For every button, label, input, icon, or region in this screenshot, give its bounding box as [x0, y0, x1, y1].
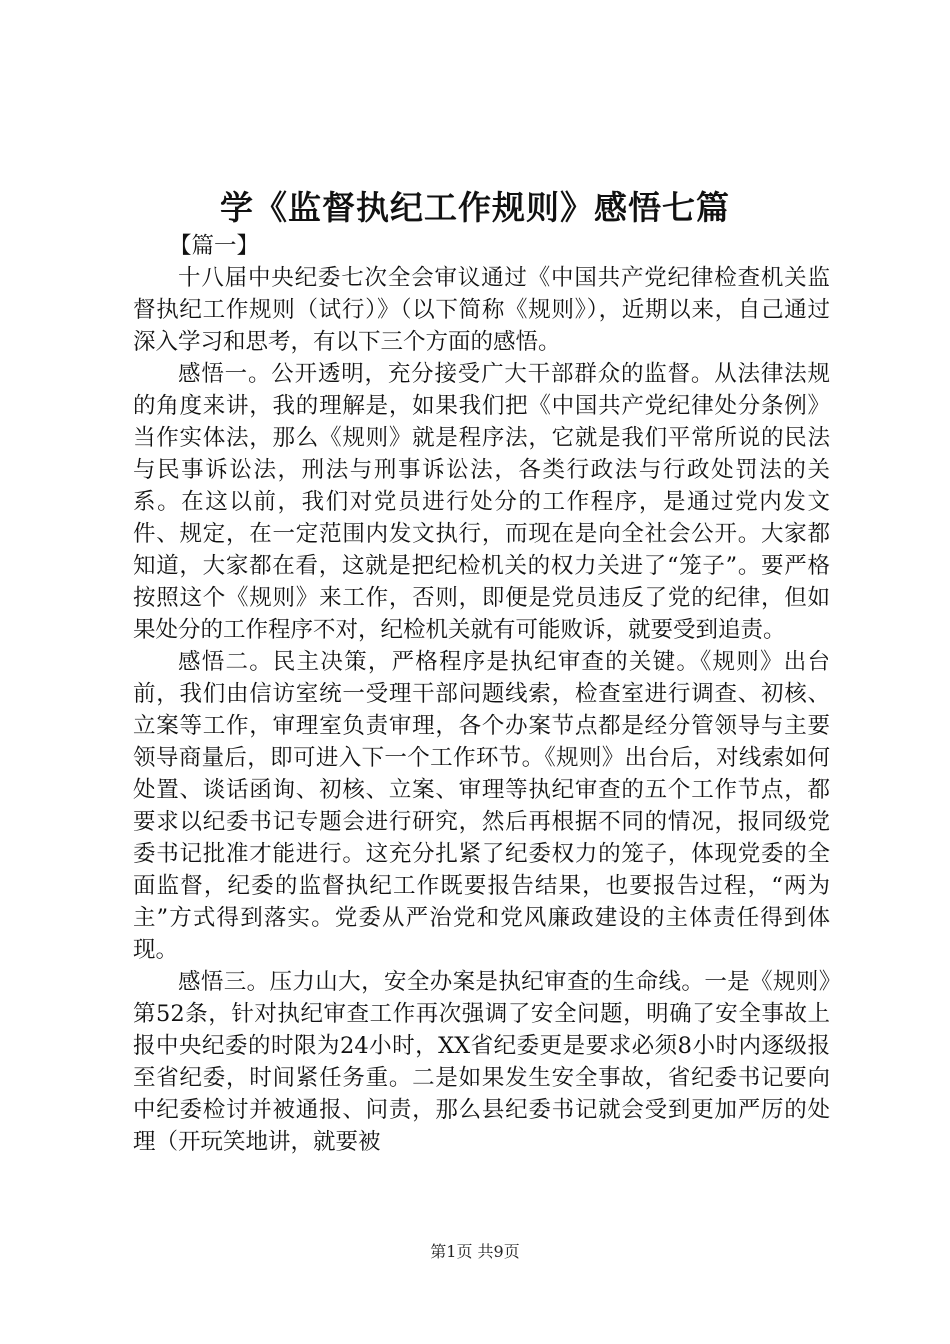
document-title: 学《监督执纪工作规则》感悟七篇	[220, 188, 730, 227]
paragraph-insight-two: 感悟二。民主决策，严格程序是执纪审查的关键。《规则》出台前，我们由信访室统一受理干部问题线索，检查室进行调查、初核、立案等工作，审理室负责审理，各个办案节点都是经分管领导与主要领导商量后，即可进入下一个工作环节。《规则》出台后，对线索如何处置、谈话函询、初核、立案、审理等执纪审查的五个工作节点，都要求以纪委书记专题会进行研究，然后再根据不同的情况，报同级党委书记批准才能进行。这充分扎紧了纪委权力的笼子，体现党委的全面监督，纪委的监督执纪工作既要报告结果，也要报告过程，“两为主”方式得到落实。党委从严治党和党风廉政建设的主体责任得到体现。	[133, 649, 830, 963]
paragraph-intro: 十八届中央纪委七次全会审议通过《中国共产党纪律检查机关监督执纪工作规则（试行）》（以下简称《规则》），近期以来，自己通过深入学习和思考，有以下三个方面的感悟。	[133, 265, 830, 355]
paragraph-insight-one: 感悟一。公开透明，充分接受广大干部群众的监督。从法律法规的角度来讲，我的理解是，如果我们把《中国共产党纪律处分条例》当作实体法，那么《规则》就是程序法，它就是我们平常所说的民法与民事诉讼法，刑法与刑事诉讼法，各类行政法与行政处罚法的关系。在这以前，我们对党员进行处分的工作程序，是通过党内发文件、规定，在一定范围内发文执行，而现在是向全社会公开。大家都知道，大家都在看，这就是把纪检机关的权力关进了“笼子”。要严格按照这个《规则》来工作，否则，即便是党员违反了党的纪律，但如果处分的工作程序不对，纪检机关就有可能败诉，就要受到追责。	[133, 361, 830, 643]
paragraph-insight-three: 感悟三。压力山大，安全办案是执纪审查的生命线。一是《规则》第52条，针对执纪审查工作再次强调了安全问题，明确了安全事故上报中央纪委的时限为24小时，XX省纪委更是要求必须8小时内逐级报至省纪委，时间紧任务重。二是如果发生安全事故，省纪委书记要向中纪委检讨并被通报、问责，那么县纪委书记就会受到更加严厉的处理（开玩笑地讲，就要被	[133, 969, 830, 1155]
page-footer: 第1页 共9页	[430, 1242, 520, 1261]
document-body	[133, 230, 830, 1158]
section-heading: 【篇一】	[169, 233, 260, 259]
